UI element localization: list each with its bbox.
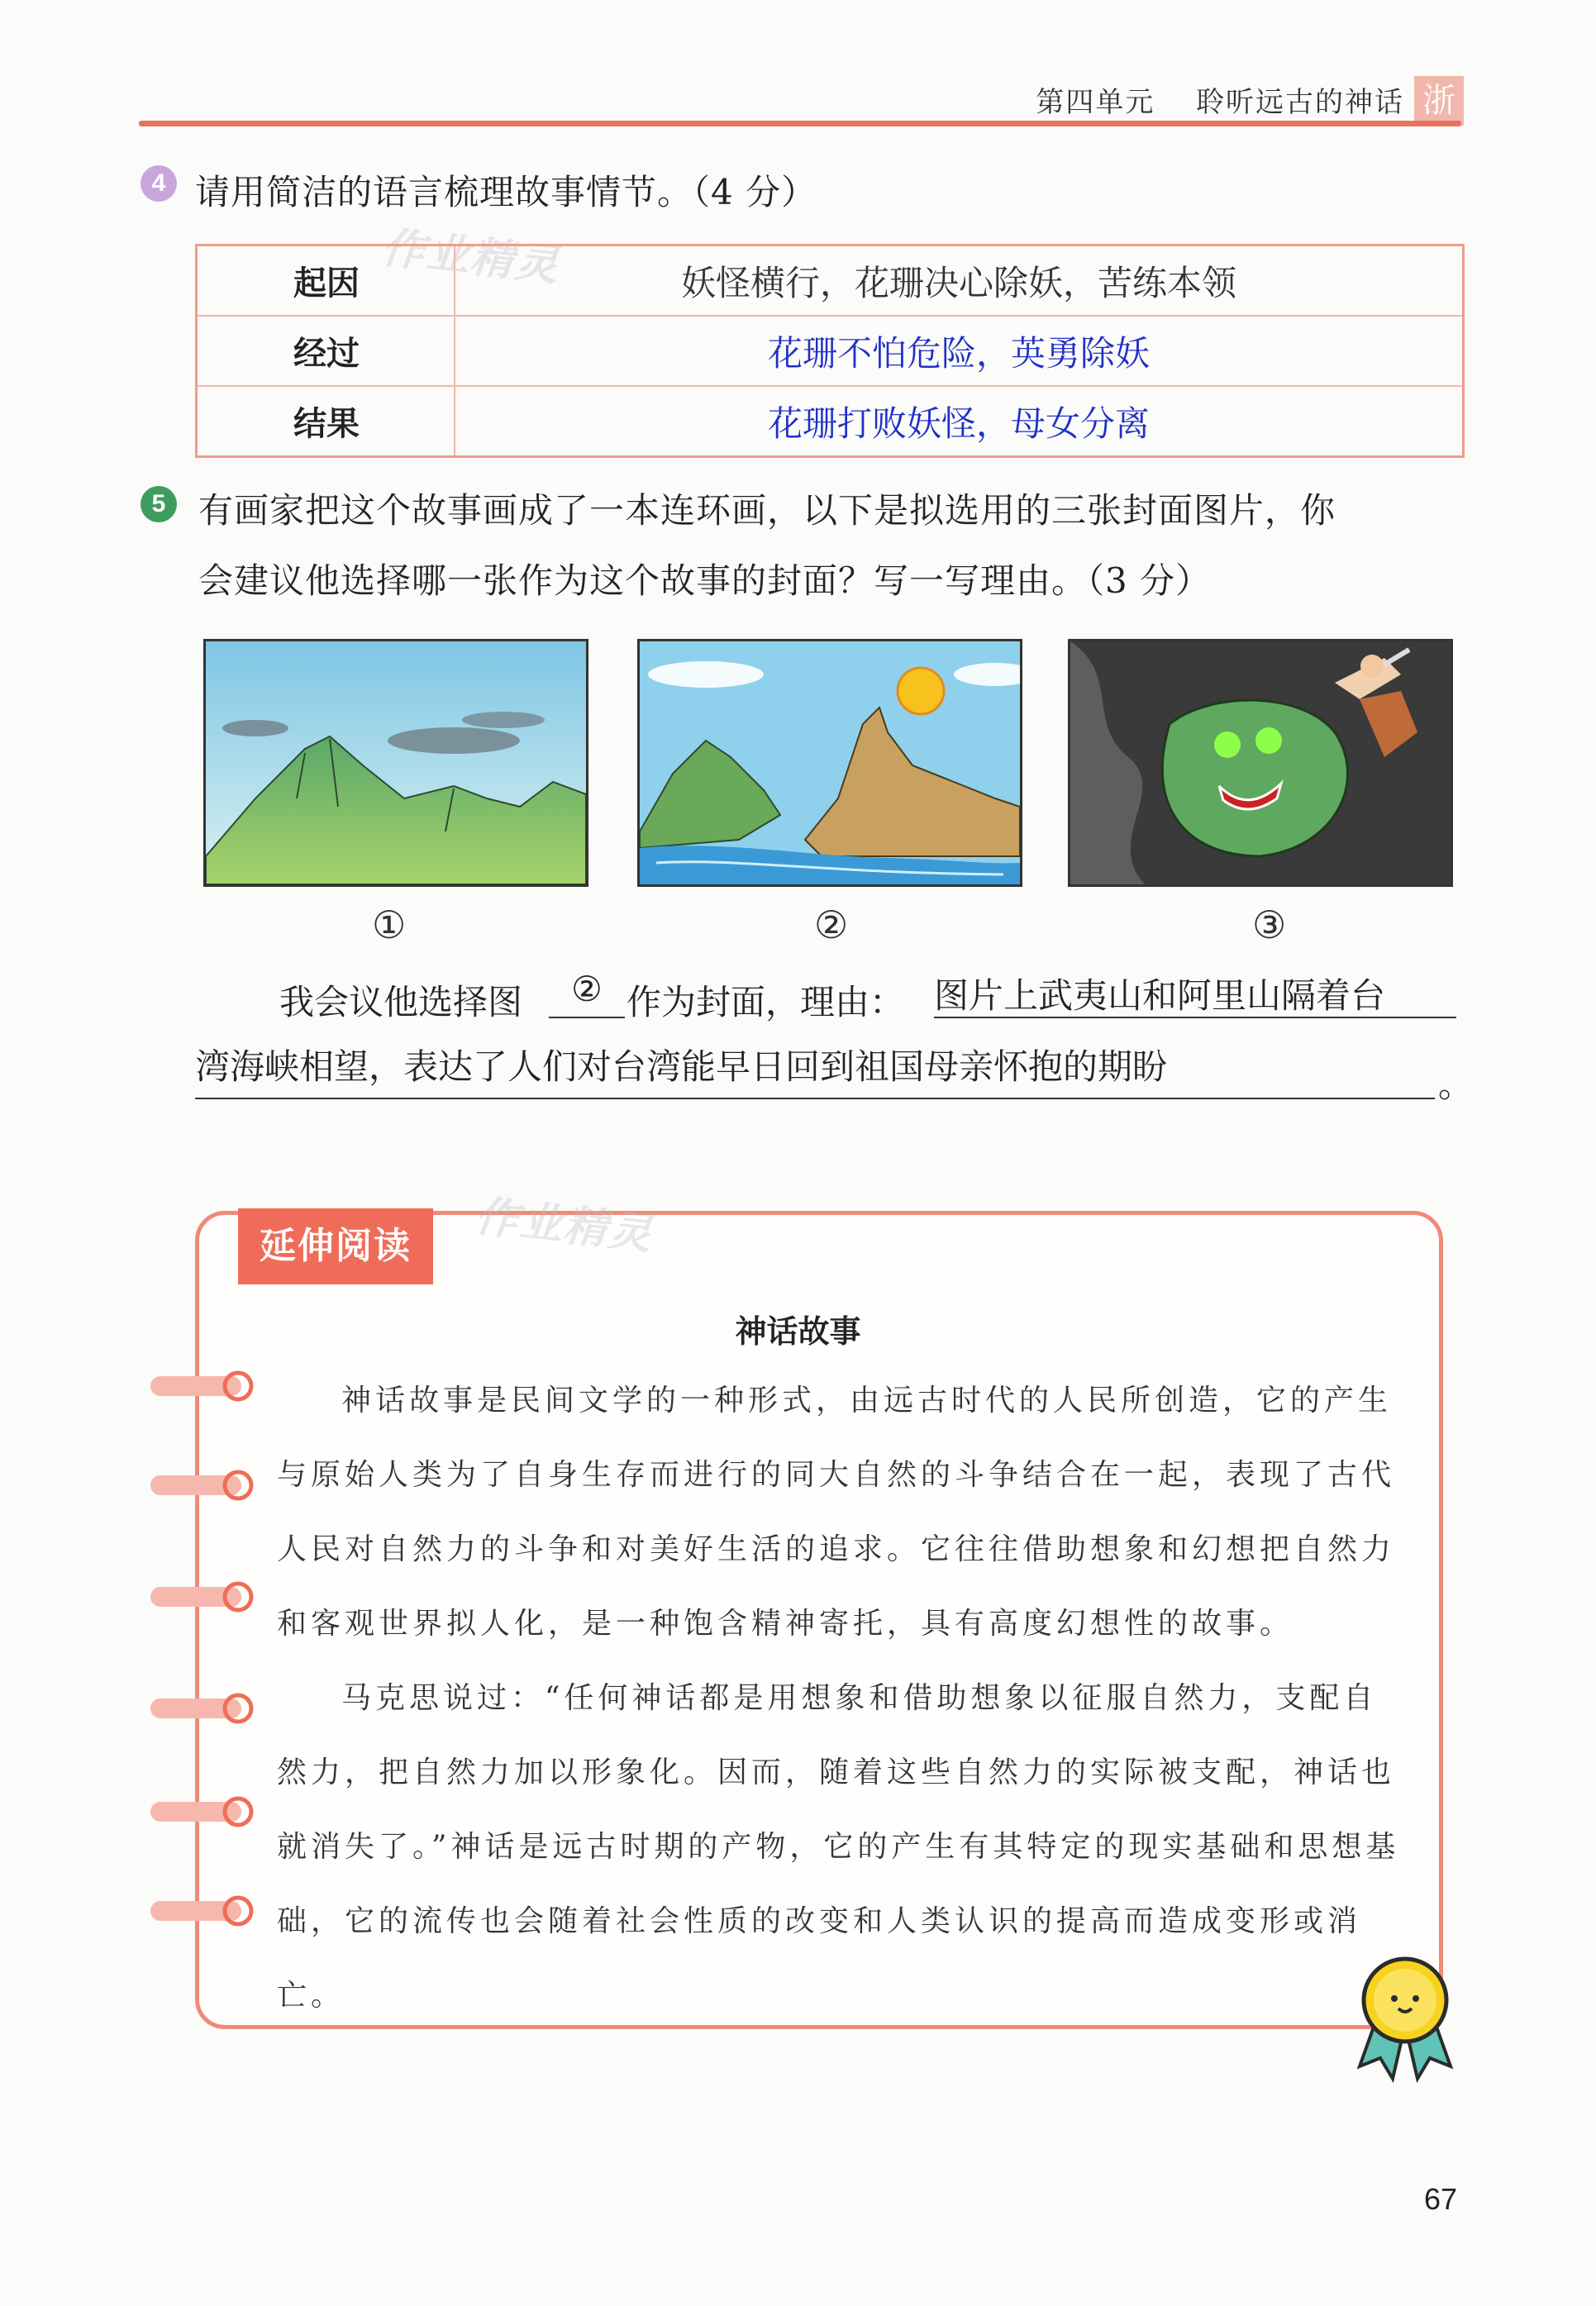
unit-label: 第四单元 (1036, 86, 1155, 119)
row-label: 起因 (198, 246, 455, 315)
strait-illustration (640, 641, 1020, 884)
answer-field[interactable]: 花珊打败妖怪，母女分离 (767, 403, 1150, 444)
mountains-illustration (206, 641, 586, 884)
picture-3-label: ③ (1252, 903, 1287, 947)
question-5-prompt-line2: 会建议他选择哪一张作为这个故事的封面？写一写理由。（3 分） (198, 560, 1212, 601)
ring-icon (149, 1467, 256, 1503)
watermark: 作业精灵 (379, 222, 562, 292)
cover-picture-1[interactable] (203, 639, 588, 887)
answer-prefix: 我会议他选择图 (279, 982, 523, 1022)
header-rule (139, 121, 1461, 126)
reading-paragraph-2: 马克思说过：“任何神话都是用想象和借助想象以征服自然力，支配自然力，把自然力加以形象化。因而，随着这些自然力的实际被支配，神话也就消失了。”神话是远古时期的产物，它的产生有其特定的现实基础和思想基础，它的流传也会随着社会性质的改变和人类认识的提高而造成变形或消亡。 (277, 1681, 1400, 2013)
watermark: 作业精灵 (472, 1191, 655, 1260)
reading-paragraph-1: 神话故事是民间文学的一种形式，由远古时代的人民所创造，它的产生与原始人类为了自身生存而进行的同大自然的斗争结合在一起，表现了古代人民对自然力的斗争和对美好生活的追求。它往往借助想象和幻想把自然力和客观世界拟人化，是一种饱含精神寄托，具有高度幻想性的故事。 (277, 1384, 1396, 1641)
monster-illustration (1070, 641, 1451, 884)
row-label: 经过 (198, 317, 455, 385)
answer-field[interactable]: 花珊不怕危险，英勇除妖 (767, 332, 1150, 374)
cover-picture-2[interactable] (637, 639, 1022, 887)
row-label: 结果 (198, 387, 455, 455)
question-5-number: 5 (141, 486, 177, 522)
answer-choice-field[interactable]: ② (549, 969, 625, 1018)
cover-picture-3[interactable] (1068, 639, 1453, 887)
page-number: 67 (1423, 2182, 1457, 2216)
picture-2-label: ② (814, 903, 849, 947)
smiley-medal-icon (1347, 1951, 1463, 2083)
ring-icon (149, 1893, 256, 1929)
table-row (198, 387, 1462, 455)
question-5-prompt-line1: 有画家把这个故事画成了一本连环画，以下是拟选用的三张封面图片，你 (198, 490, 1336, 531)
ring-icon (149, 1368, 256, 1404)
question-4-prompt: 请用简洁的语言梳理故事情节。（4 分） (195, 172, 817, 212)
answer-reason-field-1[interactable]: 图片上武夷山和阿里山隔着台 (934, 969, 1456, 1018)
picture-1-label: ① (372, 903, 407, 947)
ring-icon (149, 1794, 256, 1830)
answer-end: 。 (1438, 1065, 1474, 1105)
province-badge: 浙 (1414, 76, 1464, 126)
answer-mid: 作为封面，理由： (626, 982, 905, 1022)
plot-table (195, 244, 1465, 458)
answer-reason-field-2[interactable]: 湾海峡相望，表达了人们对台湾能早日回到祖国母亲怀抱的期盼 (195, 1040, 1435, 1099)
question-4-number: 4 (141, 165, 177, 202)
unit-title: 聆听远古的神话 (1196, 86, 1404, 119)
ring-icon (149, 1579, 256, 1615)
reading-title: 神话故事 (735, 1313, 861, 1350)
ring-icon (149, 1690, 256, 1727)
header-title (1036, 79, 1404, 120)
table-row (198, 246, 1462, 317)
table-row (198, 317, 1462, 387)
row-value: 妖怪横行，花珊决心除妖，苦练本领 (680, 262, 1236, 303)
extended-reading-tag: 延伸阅读 (238, 1208, 433, 1284)
